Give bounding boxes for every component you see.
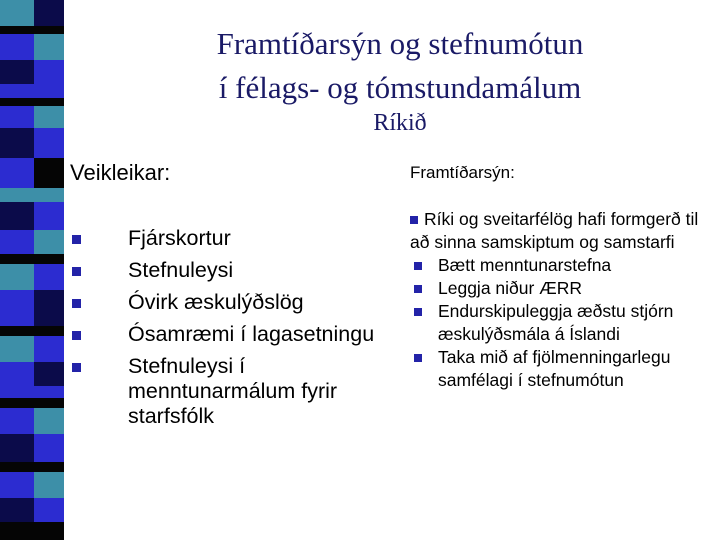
right-column-heading: Framtíðarsýn: bbox=[410, 163, 515, 182]
square-bullet-icon bbox=[414, 308, 422, 316]
decorative-stripe bbox=[0, 0, 64, 540]
square-bullet-icon bbox=[72, 331, 81, 340]
vision-list bbox=[410, 254, 710, 392]
list-item: Taka mið af fjölmenningarlegu samfélagi í stefnumótun bbox=[410, 346, 710, 392]
slide-title-line2: í félags- og tómstundamálum bbox=[218, 70, 582, 105]
weaknesses-list bbox=[70, 226, 390, 436]
list-item: Ósamræmi í lagasetningu bbox=[70, 322, 390, 347]
list-item: Leggja niður ÆRR bbox=[410, 277, 710, 300]
list-item: Ríki og sveitarfélög hafi formgerð til að sinna samskiptum og samstarfi bbox=[410, 209, 699, 252]
square-bullet-icon bbox=[414, 285, 422, 293]
slide-subtitle: Ríkið bbox=[373, 110, 427, 136]
square-bullet-icon bbox=[72, 235, 81, 244]
square-bullet-icon bbox=[72, 267, 81, 276]
vision-block bbox=[410, 208, 710, 392]
list-item: Endurskipuleggja æðstu stjórn æskulýðsmála á Íslandi bbox=[410, 300, 710, 346]
square-bullet-icon bbox=[72, 299, 81, 308]
square-bullet-icon bbox=[414, 262, 422, 270]
square-bullet-icon bbox=[414, 354, 422, 362]
square-bullet-icon bbox=[72, 363, 81, 372]
left-column-heading: Veikleikar: bbox=[70, 160, 171, 185]
list-item: Fjárskortur bbox=[70, 226, 390, 251]
square-bullet-icon bbox=[410, 216, 418, 224]
slide-title-line1: Framtíðarsýn og stefnumótun bbox=[216, 26, 584, 61]
list-item: Óvirk æskulýðslög bbox=[70, 290, 390, 315]
list-item: Bætt menntunarstefna bbox=[410, 254, 710, 277]
list-item: Stefnuleysi í menntunarmálum fyrir starfsfólk bbox=[70, 354, 390, 429]
list-item: Stefnuleysi bbox=[70, 258, 390, 283]
